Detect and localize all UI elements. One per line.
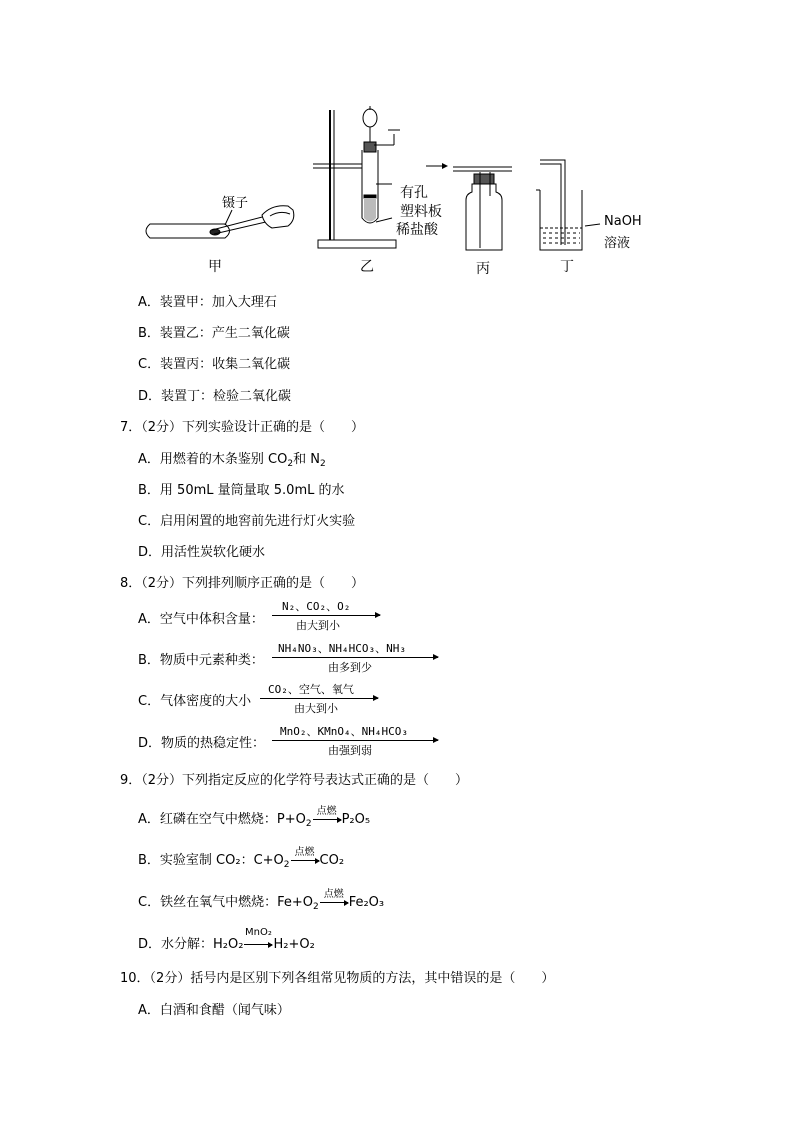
q6-option-a: A．装置甲：加入大理石 xyxy=(138,295,277,310)
q8-d-above: MnO₂、KMnO₄、NH₄HCO₃ xyxy=(280,725,408,738)
q6-option-c: C．装置丙：收集二氧化碳 xyxy=(138,357,291,372)
device-yi xyxy=(313,106,400,248)
q8-a-above: N₂、CO₂、O₂ xyxy=(282,600,351,613)
label-ding: 丁 xyxy=(560,259,574,275)
q9-option-b: B．实验室制 CO₂：$C+O_2$ 点燃 CO₂ xyxy=(138,847,345,870)
q7-option-c: C．启用闲置的地窖前先进行灯火实验 xyxy=(138,514,356,529)
device-jia xyxy=(146,206,294,238)
q7-option-d: D．用活性炭软化硬水 xyxy=(138,545,266,560)
q6-option-b: B．装置乙：产生二氧化碳 xyxy=(138,326,290,341)
device-bing xyxy=(453,167,512,250)
q7-stem: 7．（2分）下列实验设计正确的是（ ） xyxy=(120,420,365,435)
q7-option-b: B．用 50mL 量筒量取 5.0mL 的水 xyxy=(138,483,345,498)
q8-option-c-label: C．气体密度的大小 xyxy=(138,694,252,709)
q8-b-below: 由多到少 xyxy=(328,661,372,674)
q10-option-a: A．白酒和食醋（闻气味） xyxy=(138,1003,290,1018)
q9-option-d: D．水分解：H₂O₂ MnO₂ H₂+O₂ xyxy=(138,927,315,952)
q8-option-a-label: A．空气中体积含量： xyxy=(138,612,264,627)
q6-option-d: D．装置丁：检验二氧化碳 xyxy=(138,389,292,404)
label-solution: 溶液 xyxy=(604,236,631,251)
q8-c-below: 由大到小 xyxy=(294,702,338,715)
q8-b-above: NH₄NO₃、NH₄HCO₃、NH₃ xyxy=(278,642,406,655)
q9-option-c: C．铁丝在氧气中燃烧：$Fe+O_2$ 点燃 Fe₂O₃ xyxy=(138,889,385,912)
q9-stem: 9．（2分）下列指定反应的化学符号表达式正确的是（ ） xyxy=(120,773,469,788)
label-plate-line2: 塑料板 xyxy=(400,204,442,220)
q8-a-below: 由大到小 xyxy=(296,619,340,632)
label-bing: 丙 xyxy=(476,261,490,277)
q8-c-above: CO₂、空气、氧气 xyxy=(268,683,354,696)
label-yi: 乙 xyxy=(360,259,374,275)
label-plate-line1: 有孔 xyxy=(400,185,428,201)
apparatus-figure xyxy=(130,100,670,280)
q8-option-d-label: D．物质的热稳定性： xyxy=(138,736,266,751)
q8-d-below: 由强到弱 xyxy=(328,744,372,757)
q8-option-b-label: B．物质中元素种类： xyxy=(138,653,264,668)
label-tweezers: 镊子 xyxy=(222,196,249,211)
q10-stem: 10．（2分）括号内是区别下列各组常见物质的方法，其中错误的是（ ） xyxy=(120,971,555,986)
q8-stem: 8．（2分）下列排列顺序正确的是（ ） xyxy=(120,576,365,591)
q9-option-a: A．红磷在空气中燃烧：$P+O_2$ 点燃 P₂O₅ xyxy=(138,806,371,829)
q7-option-a: A．用燃着的木条鉴别 $CO_2$和 $N_2$ xyxy=(138,452,326,469)
label-naoh: NaOH xyxy=(604,214,642,229)
device-ding xyxy=(536,160,600,250)
label-acid: 稀盐酸 xyxy=(396,222,438,238)
label-jia: 甲 xyxy=(208,259,222,275)
